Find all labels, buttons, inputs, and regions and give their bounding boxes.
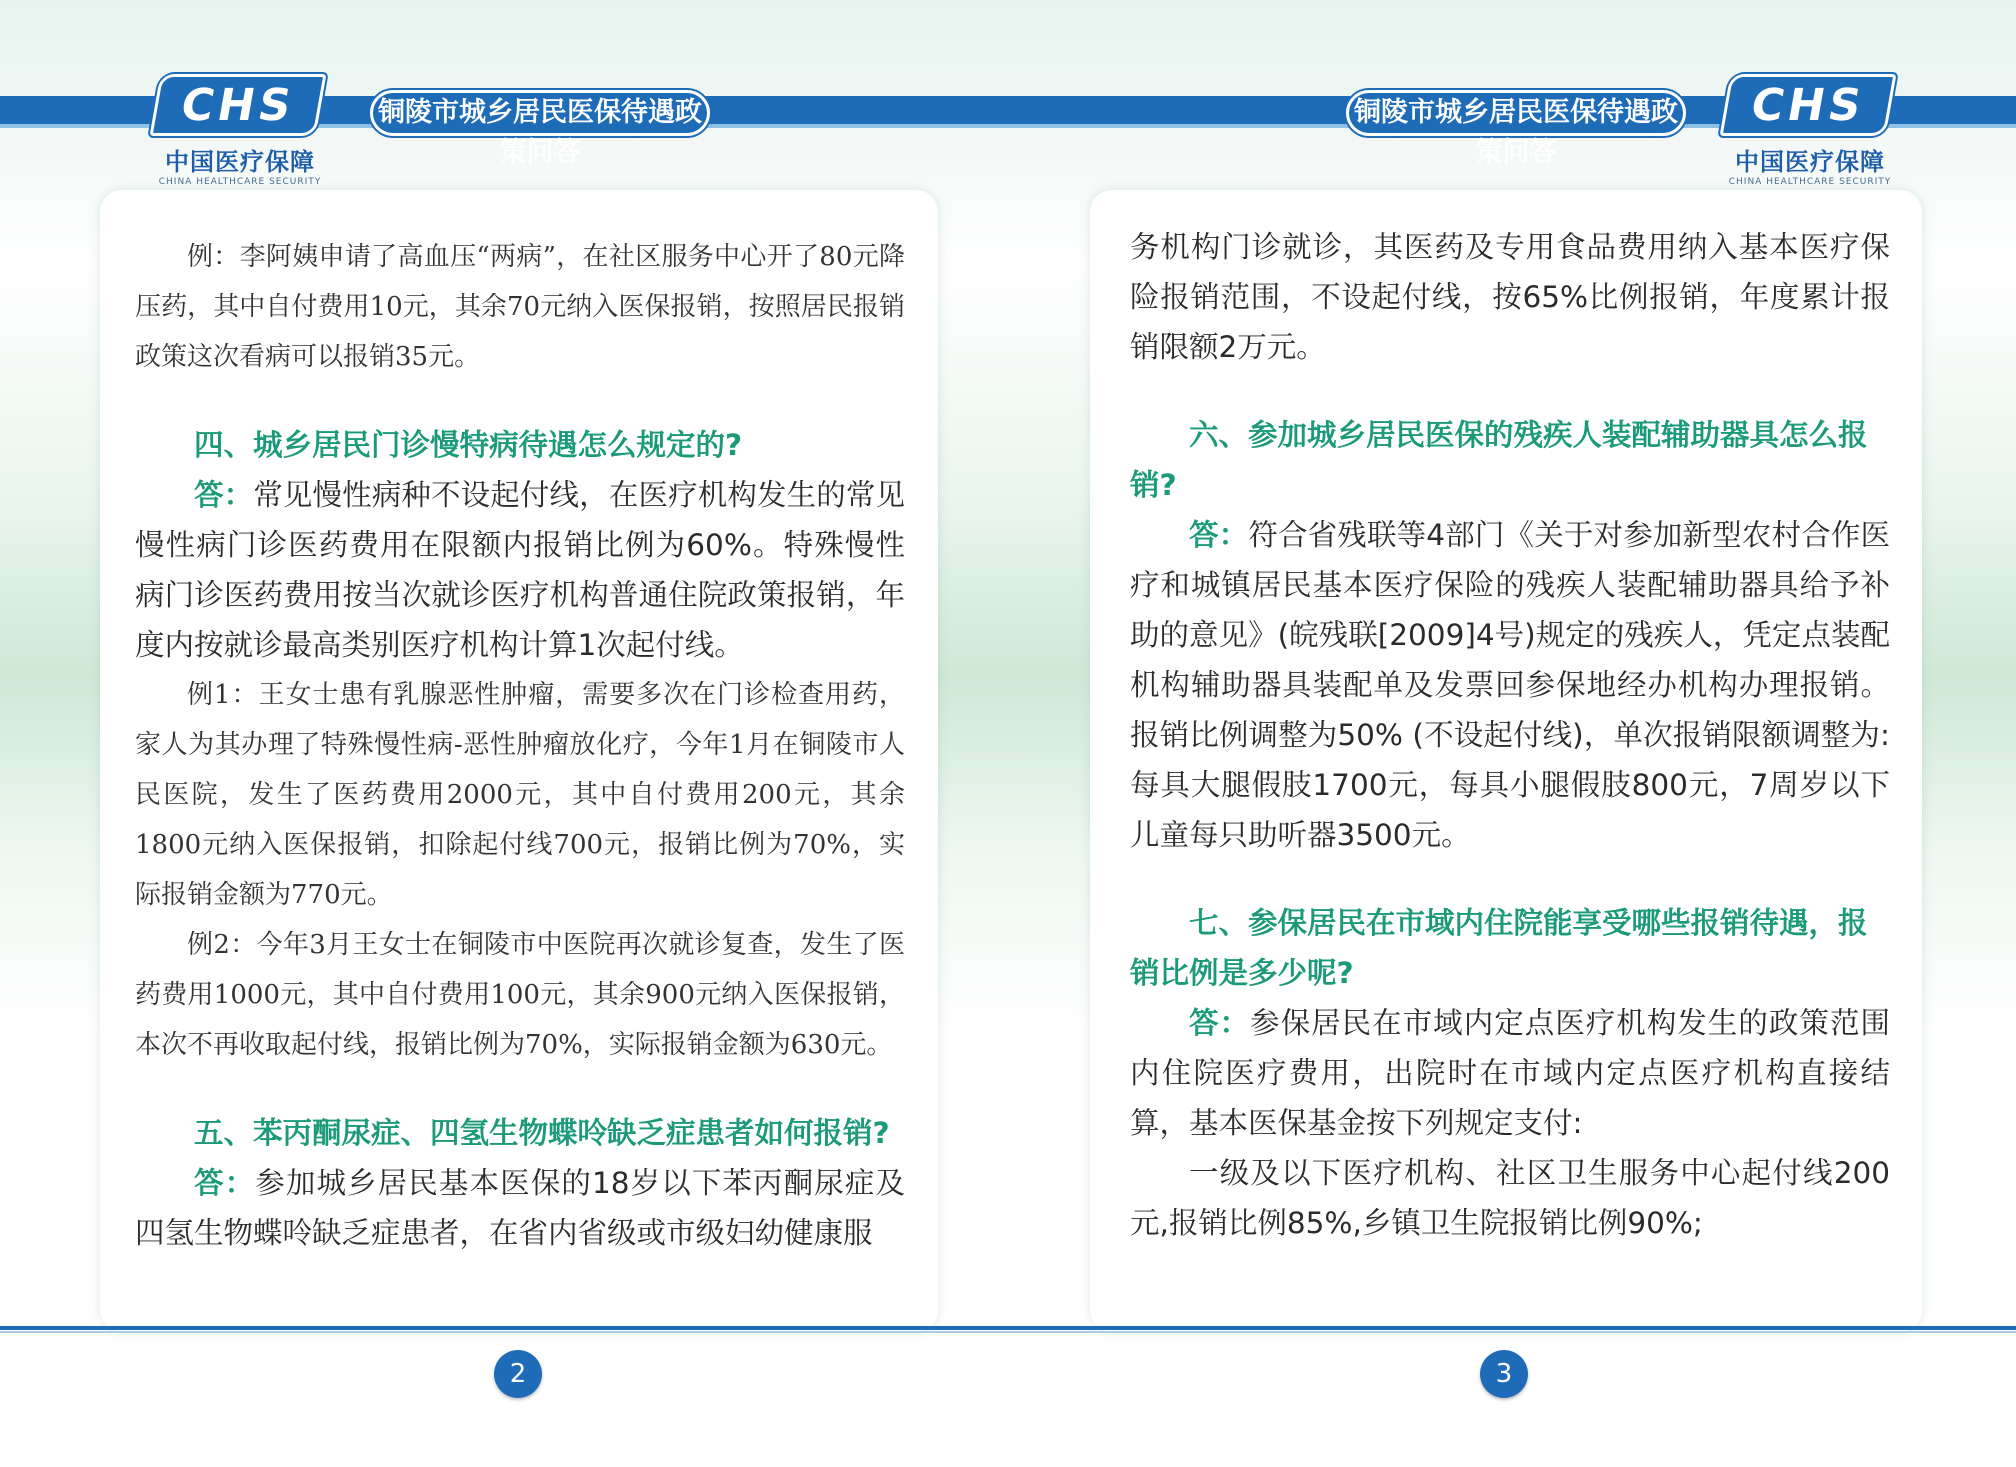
question-heading: 七、参保居民在市域内住院能享受哪些报销待遇，报销比例是多少呢? [1130,906,1868,990]
answer-text: 参加城乡居民基本医保的18岁以下苯丙酮尿症及四氢生物蝶呤缺乏症患者，在省内省级或市级妇幼健康服 [135,1166,905,1250]
continuation-paragraph: 务机构门诊就诊，其医药及专用食品费用纳入基本医疗保险报销范围，不设起付线，按65%比例报销，年度累计报销限额2万元。 [1130,230,1890,364]
example-paragraph: 例：李阿姨申请了高血压“两病”，在社区服务中心开了80元降压药，其中自付费用10元，其余70元纳入医保报销，按照居民报销政策这次看病可以报销35元。 [135,242,905,372]
header-title-right: 铜陵市城乡居民医保待遇政策问答 [1346,90,1686,136]
footer-rule-light [0,1331,2016,1333]
chs-logo-en: CHINA HEALTHCARE SECURITY [158,177,322,187]
answer-paragraph [1130,998,1890,1148]
chs-logo-cn: 中国医疗保障 [165,148,315,176]
chs-logo-mark: CHS [150,74,327,136]
example-paragraph: 例1：王女士患有乳腺恶性肿瘤，需要多次在门诊检查用药，家人为其办理了特殊慢性病-恶性肿瘤放化疗，今年1月在铜陵市人民医院，发生了医药费用2000元，其中自付费用200元，其余1800元纳入医保报销，扣除起付线700元，报销比例为70%，实际报销金额为770元。 [135,680,905,910]
left-page-content [135,232,905,1258]
header-title-left: 铜陵市城乡居民医保待遇政策问答 [370,90,710,136]
chs-logo-right [1725,74,1895,187]
answer-paragraph [135,470,905,670]
page-number-right: 3 [1480,1350,1528,1398]
answer-label: 答： [1189,1006,1251,1040]
answer-paragraph [1130,510,1890,860]
chs-logo-cn: 中国医疗保障 [1735,148,1885,176]
answer-text: 常见慢性病种不设起付线，在医疗机构发生的常见慢性病门诊医药费用在限额内报销比例为60%。特殊慢性病门诊医药费用按当次就诊医疗机构普通住院政策报销，年度内按就诊最高类别医疗机构计算1次起付线。 [135,478,905,662]
question-heading: 五、苯丙酮尿症、四氢生物蝶呤缺乏症患者如何报销? [194,1116,890,1150]
footer-rule [0,1326,2016,1330]
question-heading: 四、城乡居民门诊慢特病待遇怎么规定的? [194,428,743,462]
right-page-content [1130,222,1890,1248]
answer-text: 符合省残联等4部门《关于对参加新型农村合作医疗和城镇居民基本医疗保险的残疾人装配辅助器具给予补助的意见》(皖残联[2009]4号)规定的残疾人，凭定点装配机构辅助器具装配单及发票回参保地经办机构办理报销。报销比例调整为50% (不设起付线)，单次报销限额调整为:每具大腿假肢1700元，每具小腿假肢800元，7周岁以下儿童每只助听器3500元。 [1130,518,1890,852]
page-number-left: 2 [494,1350,542,1398]
answer-label: 答： [1189,518,1249,552]
question-heading: 六、参加城乡居民医保的残疾人装配辅助器具怎么报销? [1130,418,1868,502]
answer-label: 答： [194,1166,256,1200]
chs-logo-mark: CHS [1720,74,1897,136]
answer-label: 答： [194,478,254,512]
answer-text: 参保居民在市域内定点医疗机构发生的政策范围内住院医疗费用，出院时在市域内定点医疗机构直接结算，基本医保基金按下列规定支付: [1130,1006,1890,1140]
plain-paragraph: 一级及以下医疗机构、社区卫生服务中心起付线200元,报销比例85%,乡镇卫生院报销比例90%; [1130,1156,1890,1240]
chs-logo-left [155,74,325,187]
example-paragraph: 例2：今年3月王女士在铜陵市中医院再次就诊复查，发生了医药费用1000元，其中自付费用100元，其余900元纳入医保报销，本次不再收取起付线，报销比例为70%，实际报销金额为630元。 [135,930,905,1060]
answer-paragraph [135,1158,905,1258]
chs-logo-en: CHINA HEALTHCARE SECURITY [1728,177,1892,187]
